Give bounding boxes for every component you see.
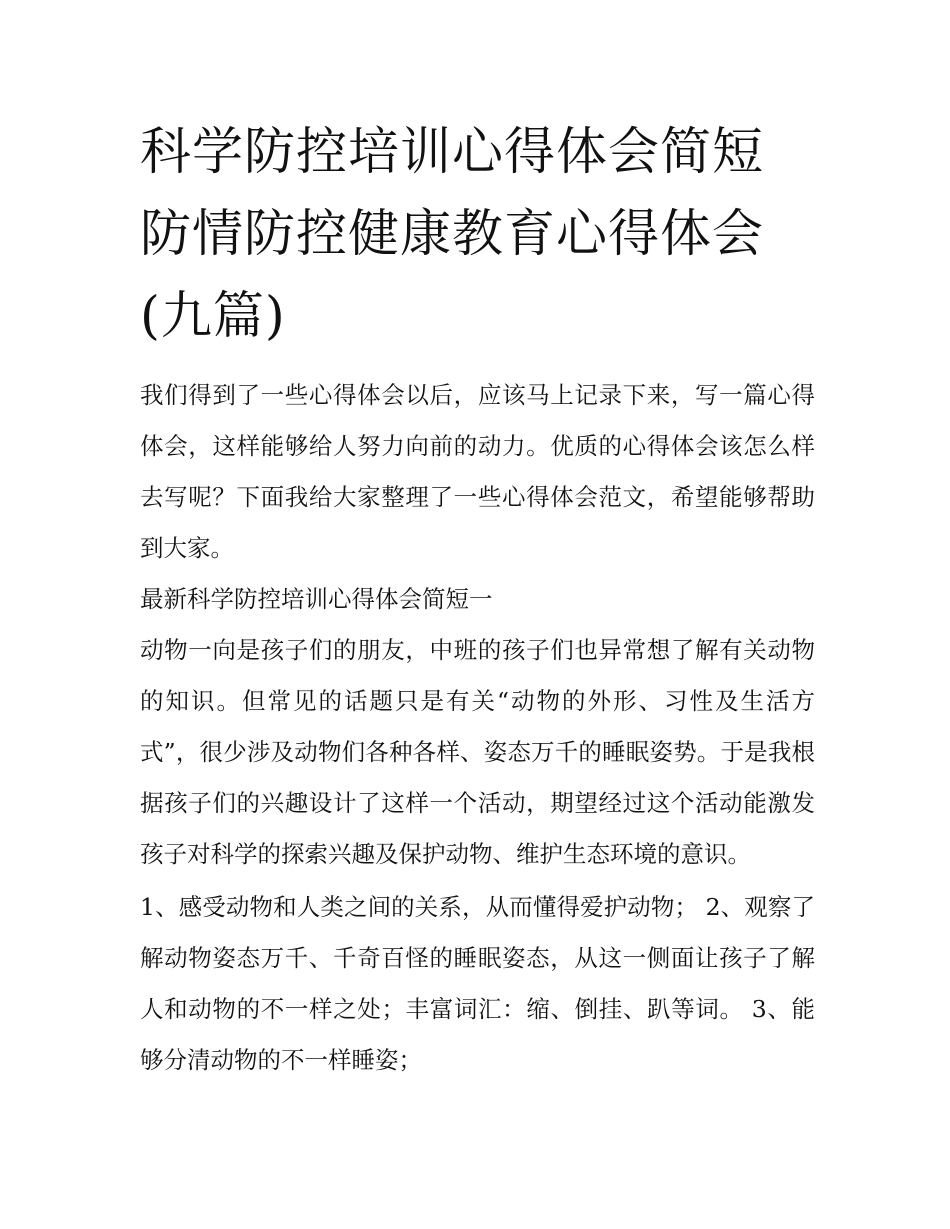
body-paragraph: 动物一向是孩子们的朋友，中班的孩子们也异常想了解有关动物的知识。但常见的话题只是有关“动物的外形、习性及生活方式”，很少涉及动物们各种各样、姿态万千的睡眠姿势。于是我根据孩子们的兴趣设计了这样一个活动，期望经过这个活动能激发孩子对科学的探索兴趣及保护动物、维护生态环境的意识。 <box>140 636 815 868</box>
intro-paragraph: 我们得到了一些心得体会以后，应该马上记录下来，写一篇心得体会，这样能够给人努力向前的动力。优质的心得体会该怎么样去写呢？下面我给大家整理了一些心得体会范文，希望能够帮助到大家。 <box>140 381 815 562</box>
document-page <box>140 112 815 1086</box>
objectives-paragraph: 1、感受动物和人类之间的关系，从而懂得爱护动物； 2、观察了解动物姿态万千、千奇百怪的睡眠姿态，从这一侧面让孩子了解人和动物的不一样之处；丰富词汇：缩、倒挂、趴等词。 3、能够分清动物的不一样睡姿； <box>140 893 815 1074</box>
section-heading: 最新科学防控培训心得体会简短一 <box>140 585 493 613</box>
document-title: 科学防控培训心得体会简短 防情防控健康教育心得体会(九篇) <box>140 123 765 346</box>
